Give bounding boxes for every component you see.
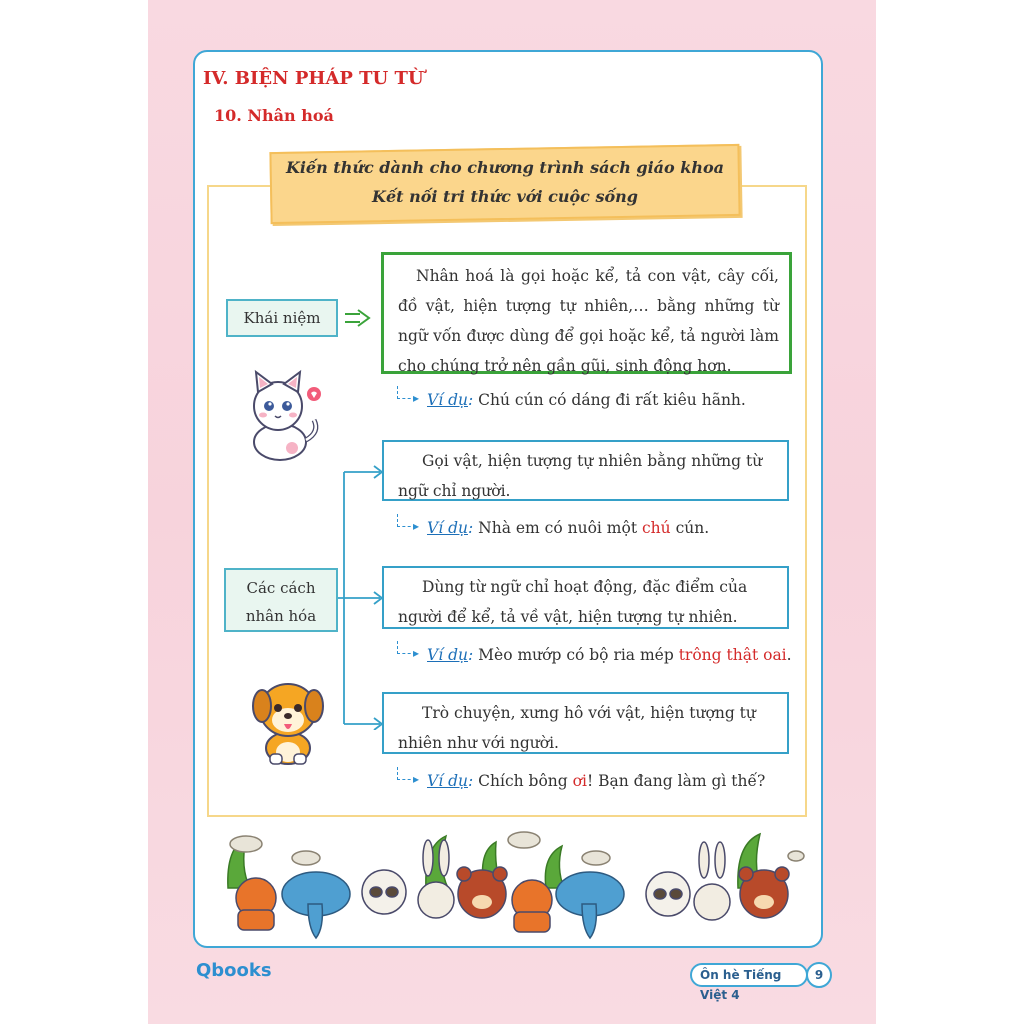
example-label: Ví dụ [427,391,468,409]
example-label: Ví dụ [427,772,468,790]
dashed-arrow-icon: ▸ [413,391,420,405]
example-label: Ví dụ [427,646,468,664]
methods-label-line-2: nhân hóa [245,607,317,625]
example-label: Ví dụ [427,519,468,537]
subsection-title: 10. Nhân hoá [214,106,334,125]
book-title-badge: Ôn hè Tiếng Việt 4 [690,963,808,987]
dashed-arrow-icon: ▸ [413,646,420,660]
concept-definition: Nhân hoá là gọi hoặc kể, tả con vật, cây cối, đồ vật, hiện tượng tự nhiên,… bằng những từ ngữ vốn được dùng để gọi hoặc kể, tả người làm cho chúng trở nên gần gũi, sinh động hơn. [381,252,792,374]
banner-line-1: Kiến thức dành cho chương trình sách giáo khoa [285,158,725,177]
double-arrow-icon [342,308,374,328]
animals-border-illustration [216,828,812,940]
cat-illustration [236,366,326,462]
method-box-3: Trò chuyện, xưng hô với vật, hiện tượng tự nhiên như với người. [382,692,789,754]
highlight-word: trông thật oai [678,646,787,664]
dashed-arrow-icon: ▸ [413,519,420,533]
method-example-1: Ví dụ: Nhà em có nuôi một chú cún. [427,519,710,537]
methods-label-line-1: Các cách [246,579,316,597]
method-box-2: Dùng từ ngữ chỉ hoạt động, đặc điểm của người để kể, tả về vật, hiện tượng tự nhiên. [382,566,789,629]
page-number: 9 [806,962,832,988]
method-box-1: Gọi vật, hiện tượng tự nhiên bằng những từ ngữ chỉ người. [382,440,789,501]
methods-label [224,568,338,632]
example-text: Chú cún có dáng đi rất kiêu hãnh. [478,391,746,409]
curriculum-banner [269,144,740,224]
publisher-logo [196,960,272,981]
concept-example: Ví dụ: Chú cún có dáng đi rất kiêu hãnh. [427,391,746,409]
dashed-arrow-icon: ▸ [413,772,420,786]
banner-line-2: Kết nối tri thức với cuộc sống [372,187,638,206]
highlight-word: chú [641,519,671,537]
logo-text: Qbooks [196,960,272,981]
methods-tree-connector [330,460,390,730]
highlight-word: ơi [572,772,587,790]
concept-label: Khái niệm [226,299,338,337]
method-example-3: Ví dụ: Chích bông ơi! Bạn đang làm gì thế? [427,772,766,790]
dog-illustration [248,676,328,768]
section-title: IV. BIỆN PHÁP TU TỪ [203,68,424,89]
method-example-2: Ví dụ: Mèo mướp có bộ ria mép trông thật oai. [427,646,792,664]
